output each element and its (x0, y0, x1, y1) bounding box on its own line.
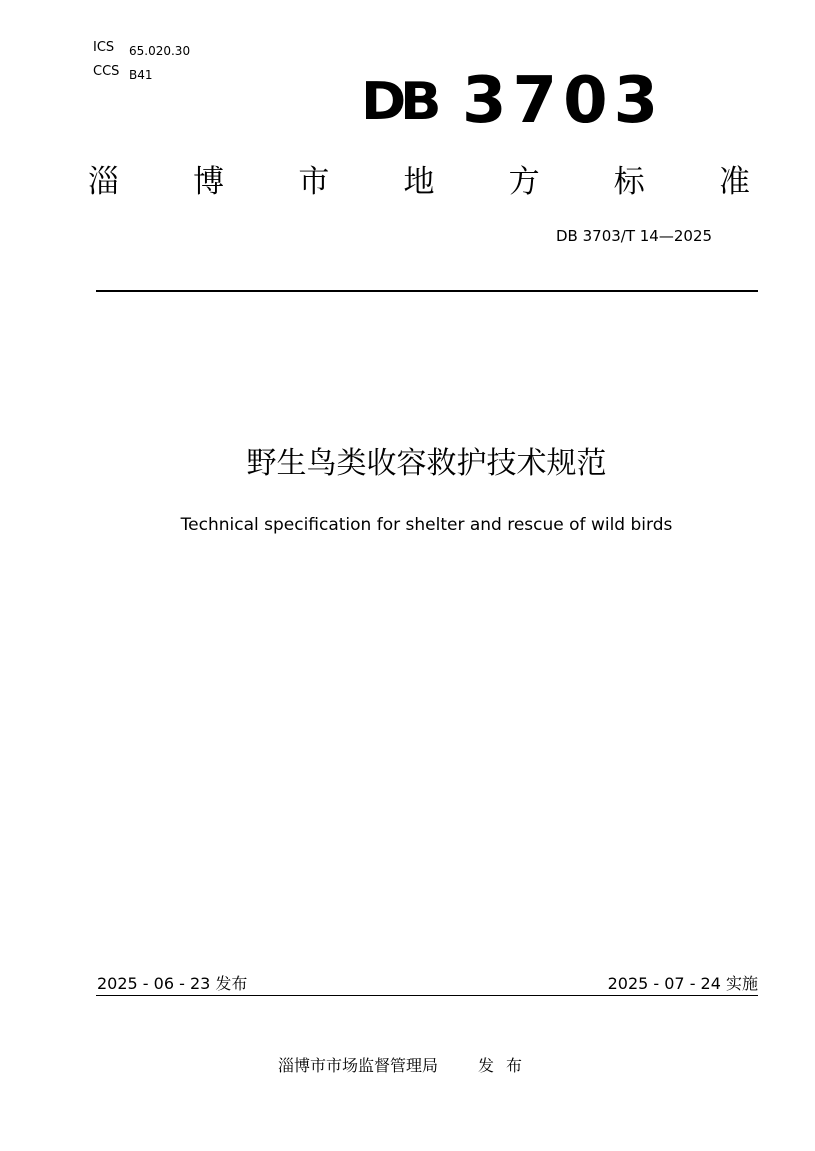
ics-value: 65.020.30 (129, 44, 191, 58)
issuer-line (278, 1055, 534, 1077)
standard-number: DB 3703/T 14—2025 (556, 227, 713, 245)
ccs-value: B41 (129, 68, 153, 82)
standard-type-char: 方 (508, 164, 540, 200)
ccs-label: CCS (93, 64, 120, 79)
ics-label: ICS (93, 40, 115, 55)
top-divider (96, 290, 758, 292)
implementation-date: 2025 - 07 - 24 实施 (607, 974, 758, 993)
bottom-divider (96, 995, 758, 996)
issuer-action: 发布 (478, 1056, 535, 1075)
standard-type-char: 市 (298, 164, 330, 200)
issue-date: 2025 - 06 - 23 发布 (97, 974, 248, 993)
issuer-name: 淄博市市场监督管理局 (278, 1056, 439, 1075)
document-title-en: Technical specification for shelter and rescue of wild birds (180, 515, 673, 535)
document-title-cn: 野生鸟类收容救护技术规范 (246, 446, 607, 481)
standard-type-char: 地 (403, 164, 435, 200)
standard-type-title (88, 160, 750, 204)
standard-type-char: 淄 (88, 164, 119, 200)
standard-type-char: 准 (718, 164, 750, 200)
standard-type-char: 标 (613, 164, 645, 200)
region-code-logo: 3703 (462, 64, 665, 138)
standard-type-char: 博 (193, 164, 225, 200)
db-logo: DB (361, 72, 436, 132)
